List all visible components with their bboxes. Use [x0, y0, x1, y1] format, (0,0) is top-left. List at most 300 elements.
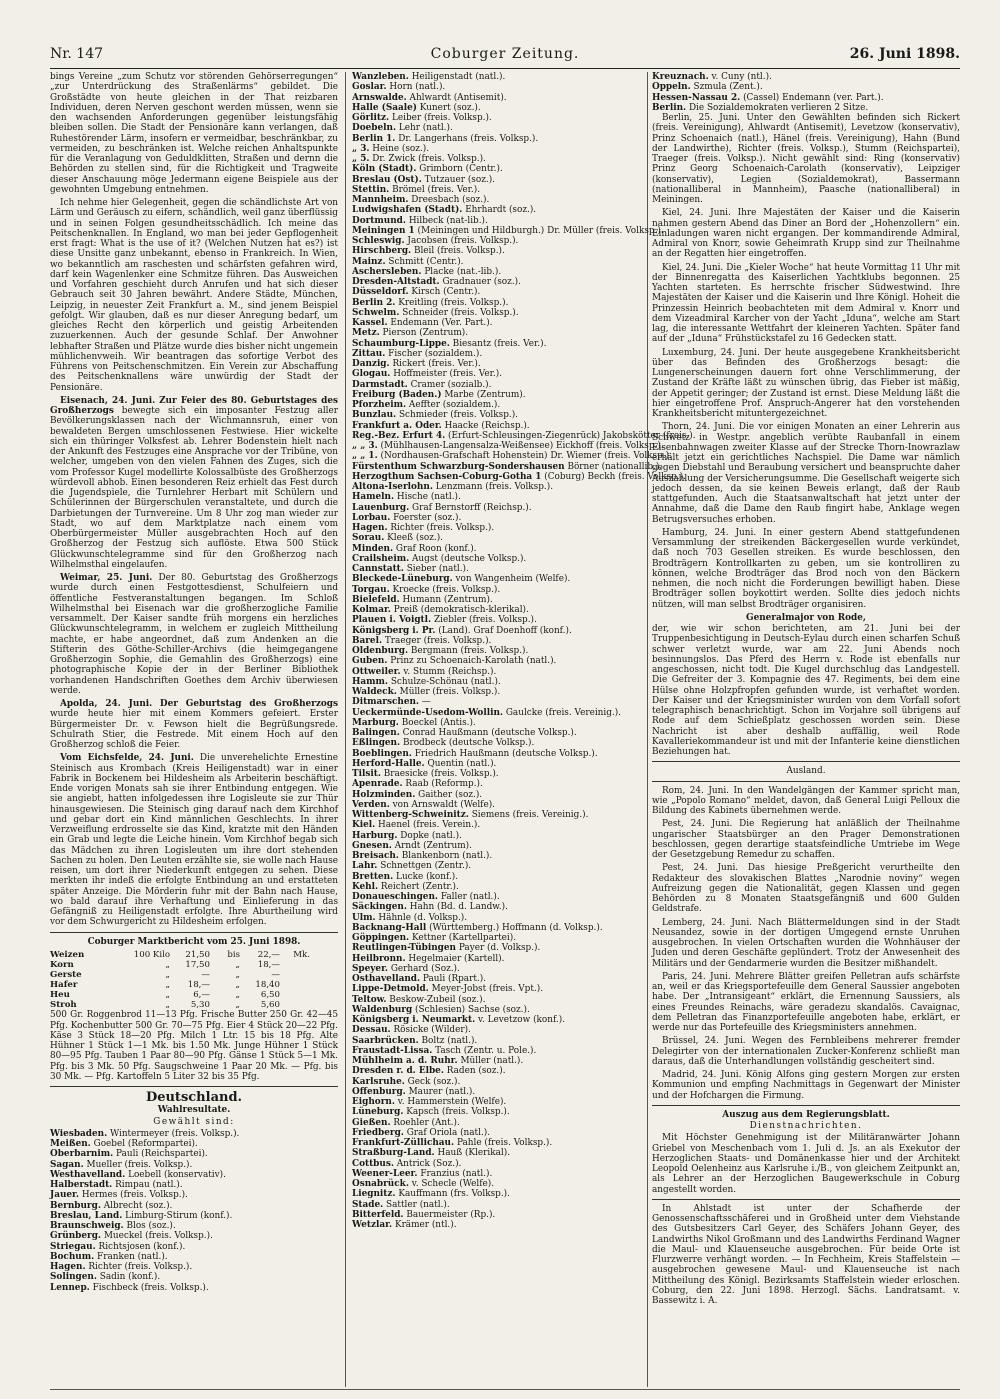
result-row	[352, 677, 642, 687]
constituency: Guben.	[352, 656, 388, 667]
constituency: Düsseldorf.	[352, 287, 409, 298]
page-header	[50, 46, 960, 69]
dateline: Apolda, 24. Juni.	[60, 699, 153, 709]
constituency: Hamm.	[352, 676, 389, 687]
result-row	[352, 554, 642, 564]
result-row	[352, 1087, 642, 1097]
section-title: Auszug aus dem Regierungsblatt.	[722, 1109, 890, 1120]
constituency: Herzogthum Sachsen-Coburg-Gotha 1	[352, 471, 542, 482]
elected-member: Hoffmeister (freis. Ver.).	[393, 369, 503, 380]
elected-member: Hermes (freis. Volksp.).	[81, 1190, 188, 1201]
constituency: Lüneburg.	[352, 1107, 404, 1118]
elected-member: Tutzauer (soz.).	[424, 174, 495, 185]
elected-member: Börner (nationallib.).	[567, 461, 663, 472]
elected-member: Graf Bernstorff (Reichsp.).	[412, 502, 532, 513]
elected-member: Schmieder (freis. Volksp.).	[398, 410, 518, 421]
elected-member: Die Sozialdemokraten verlieren 2 Sitze.	[688, 102, 869, 113]
constituency: Bleckede-Lüneburg.	[352, 574, 453, 585]
result-row	[352, 1107, 642, 1117]
elected-member: Gaulcke (freis. Vereinig.).	[505, 707, 621, 718]
issue-date: 26. Juni 1898.	[849, 46, 960, 62]
constituency: Bochum.	[50, 1251, 95, 1262]
elected-member: Friedrich Haußmann (deutsche Volksp.).	[414, 748, 598, 759]
constituency: Braunschweig.	[50, 1221, 124, 1232]
constituency: Hagen.	[50, 1262, 86, 1273]
constituency: Doebeln.	[352, 123, 397, 134]
headline: Zur Feier des 80. Geburtstages des Großherzogs	[50, 395, 338, 416]
result-row	[352, 585, 642, 595]
elected-member: Pauli (Rpart.).	[422, 974, 487, 984]
constituency: Meiningen 1	[352, 225, 415, 236]
constituency: Crailsheim.	[352, 553, 410, 564]
result-row	[352, 410, 642, 420]
result-row	[352, 1005, 642, 1015]
result-row	[352, 1066, 642, 1076]
result-row	[50, 1272, 338, 1282]
constituency: Offenburg.	[352, 1086, 406, 1097]
elected-member: (Land). Graf Doenhoff (konf.).	[438, 625, 572, 636]
result-row	[352, 1118, 642, 1128]
elected-member: Kunert (soz.).	[419, 102, 481, 113]
constituency: Breslau, Land.	[50, 1210, 123, 1221]
constituency: Ludwigshafen (Stadt).	[352, 205, 463, 216]
result-row	[352, 933, 642, 943]
result-row	[50, 1262, 338, 1272]
result-row	[352, 1077, 642, 1087]
result-row	[352, 1169, 642, 1179]
constituency: Wetzlar.	[352, 1220, 393, 1230]
article-eisenach	[50, 396, 338, 570]
result-row	[352, 471, 686, 482]
constituency: Goslar.	[352, 82, 387, 93]
market-row	[50, 1000, 338, 1010]
headline: Der Geburtstag des Großherzogs	[159, 699, 338, 709]
constituency: Waldeck.	[352, 687, 397, 697]
elected-member: Blankenborn (natl.).	[401, 851, 493, 861]
article-hamburg: Hamburg, 24. Juni. In einer gestern Abend stattgefundenen Versammlung der streikenden Bäckergesellen wurde verkündet, daß noch 703 Gesellen streiken. Es wurde beschlossen, den Brodträgern Kontrollkarten zu geben, um sie kontrolliren zu können, welche Brodträger das Brod noch von den Bäckern nehmen, die noch nicht die Forderungen bewilligt haben. Diese Brodträger sollen boykottirt werden. Sollte dies jedoch nichts nützen, will man selbst Brodträger organisiren.	[652, 527, 960, 610]
result-row	[50, 1139, 338, 1149]
market-row	[50, 980, 338, 990]
elected-member: Bergmann (freis. Volksp.).	[410, 646, 529, 656]
constituency: Dortmund.	[352, 215, 406, 226]
dateline: Eisenach, 24. Juni.	[60, 395, 156, 406]
result-row	[352, 615, 642, 625]
result-row	[352, 267, 642, 277]
article-text: Ich nehme hier Gelegenheit, gegen die schändlichste Art von Lärm und Geräusch zu eifern, schändlich, weil ganz überflüssig und in seinen Folgen gesundheitsschädlich. Ich meine das Peitschenknallen. In England, wo man bei jeder Gepflogenheit erst fragt: What is the use of it? (Welchen Nutzen hat es?) ist diese Unsitte ganz unbekannt, ebenso in Frankreich. In Wien, wo bekanntlich am raschesten und schärfsten gefahren wird, darf kein Wagenlenker eine Schmitze führen. Das Ausweichen und Vorfahren geschieht durch Anrufen und hat sich dieser Gebrauch seit 30 Jahren bewährt. Andere Städte, München, Leipzig, in neuester Zeit Frankfurt a. M., sind jenem Beispiel gefolgt. Wir glauben, daß es nur dieser Anregung bedarf, um gleiches Recht den körperlich und geistig Arbeitenden zuzuerkennen. Auch der gesunde Schlaf. Der Anwohner lebhafter Straßen und Plätze wurde dies bisher nicht ungemein mühlichenvweih. Wir beantragen das sofortige Verbot des Führens von Peitschenschmitzen. Ein Verein zur Abschaffung des Peitschenknallens wäre unwürdig der Stadt der Pensionäre.	[50, 198, 338, 393]
constituency: Liegnitz.	[352, 1189, 396, 1200]
constituency: Berlin 2.	[352, 297, 396, 308]
constituency: Speyer.	[352, 963, 389, 974]
market-cell-a: 17,50	[185, 959, 210, 970]
result-row	[352, 943, 642, 953]
constituency: Ueckermünde-Usedom-Wollin.	[352, 707, 504, 718]
elected-member: (Mühlhausen-Langensalza-Weißensee) Eickhoff (freis. Volksp.).	[380, 441, 664, 451]
elected-member: Fischbeck (freis. Volksp.).	[92, 1282, 209, 1293]
market-cell-unit: „	[165, 990, 170, 1001]
divider	[652, 781, 960, 782]
result-row	[50, 1252, 338, 1262]
result-row	[352, 964, 642, 974]
elected-member: Loebell (konservativ).	[128, 1169, 226, 1180]
result-row	[352, 697, 642, 707]
elected-member: Haacke (Reichsp.).	[444, 420, 530, 431]
constituency: Cottbus.	[352, 1158, 394, 1169]
article-berlin: Berlin, 25. Juni. Unter den Gewählten befinden sich Rickert (freis. Vereinigung), Ahlwardt (Antisemit), Levetzow (konservativ), Prinz Schoenaich (natl.), Hänel (freis. Vereinigung), Hahn (Bund der Landwirthe), Richter (freis. Volksp.), Stumm (Reichspartei), Traeger (freis. Volksp.). Nicht gewählt sind: Ring (konservativ) Prinz Georg Schoenaich-Carolath (konservativ), Leipziger (konservativ), Legien (Sozialdemokrat), Bassermann (nationalliberal in Mannheim), Paasche (nationalliberal) in Meiningen.	[652, 113, 960, 205]
constituency: Friedberg.	[352, 1127, 404, 1138]
elected-member: Szmula (Zent.).	[693, 82, 763, 93]
market-row	[50, 950, 338, 960]
article-apolda	[50, 699, 338, 750]
result-row	[352, 1220, 642, 1230]
elected-member: (Schlesien) Sachse (soz.).	[415, 1004, 530, 1015]
constituency: Grünberg.	[50, 1231, 101, 1242]
dateline: Weimar, 25. Juni.	[60, 573, 153, 583]
constituency: Königsberg i. Pr.	[352, 625, 436, 636]
constituency: Gnesen.	[352, 840, 392, 851]
elected-member: Aeffter (sozialdem.).	[408, 400, 501, 410]
elected-member: Prinz zu Schoenaich-Karolath (natl.).	[390, 656, 557, 667]
elected-member: Pauli (Reichspartei).	[116, 1149, 208, 1160]
result-row	[352, 533, 642, 543]
constituency: Osthavelland.	[352, 974, 421, 984]
result-row	[352, 902, 642, 912]
constituency: Dessau.	[352, 1025, 391, 1036]
column-3	[652, 72, 960, 1387]
article-text: Die unverehelichte Ernestine Steinisch aus Krombach (Kreis Heiligenstadt) war in einer Fabrik in Bockenem bei Hildesheim als Arbeiterin beschäftigt. Ende vorigen Monats sah sie ihrer Entbindung entgegen. Wie sie angiebt, hatten infolgedessen ihre Logisleute sie zur Thür hinausgewiesen. Die Steinisch ging darauf nach dem Kirchhof und gebar dort ein Kind männlichen Geschlechts. In ihrer Verzweiflung erdrosselte sie das Kind, kratzte mit den Händen ein Grab und legte die Leiche hinein. Vom Kirchhof begab sich das Mädchen zu ihren Logisleuten um ihre dort stehenden Sachen zu holen. Den Leuten erzählte sie, sie wolle nach Hause reisen, um dort ihrer Niederkunft entgegen zu sehen. Diese merkten ihr indeß die erfolgte Entbindung an und erstatteten später Anzeige. Die Mörderin fuhr mit der Bahn nach Hause, wo bald darauf ihre Verhaftung und Einlieferung in das Gefängniß zu Heiligenstadt erfolgte. Ihre Aburtheilung wird vor dem Schwurgericht zu Hildesheim erfolgen.	[50, 753, 338, 928]
article-madrid: Madrid, 24. Juni. König Alfons ging gestern Morgen zur ersten Kommunion und empfing Nachmittags in Gegenwart der Minister und der Hofchargen die Firmung.	[652, 1070, 960, 1101]
result-row	[352, 93, 642, 103]
article-pest: Pest, 24. Juni. Die Regierung hat anläßlich der Theilnahme ungarischer Staatsbürger an den Prager Demonstrationen beschlossen, gegen derartige staatsfeindliche Umtriebe im Wege der Gesetzgebung Remedur zu schaffen.	[652, 819, 960, 860]
constituency: Bretten.	[352, 871, 394, 882]
constituency: Balingen.	[352, 728, 400, 738]
result-row	[352, 605, 642, 615]
elected-member: Ahlwardt (Antisemit).	[409, 92, 507, 103]
constituency: Freiburg (Baden.)	[352, 389, 442, 400]
elected-member: Biesantz (freis. Ver.).	[452, 338, 547, 349]
result-row	[352, 564, 642, 574]
elected-member: Rösicke (Wilder).	[393, 1025, 471, 1036]
result-row	[352, 380, 642, 390]
result-row	[50, 1190, 338, 1200]
constituency: Pforzheim.	[352, 400, 407, 410]
result-row	[352, 103, 642, 113]
elected-member: Schneider (freis. Volksp.).	[402, 307, 519, 318]
result-row	[352, 1015, 642, 1025]
market-cell-a: —	[201, 969, 210, 980]
result-row	[352, 1128, 642, 1138]
market-row	[50, 960, 338, 970]
elected-member: Conrad Haußmann (deutsche Volksp.).	[402, 728, 577, 738]
constituency: Solingen.	[50, 1272, 97, 1283]
elected-member: Ziebler (freis. Volksp.).	[433, 615, 537, 626]
constituency: Arnswalde.	[352, 92, 407, 103]
elected-member: Hilbeck (nat-lib.).	[408, 215, 488, 226]
notice-text: Mit Höchster Genehmigung ist der Militäranwärter Johann Griebel von Meschenbach vom 1. Juli d. Js. an als Exekutor der Herzoglichen Staats- und Domänenkasse hier und der Architekt Leopold Oelenheinz aus Karlsruhe i./B., von gleichem Zeitpunkt an, als Lehrer an der Herzoglichen Baugewerkschule in Coburg angestellt worden.	[652, 1133, 960, 1195]
elected-member: Meyer-Jobst (freis. Vpt.).	[431, 984, 544, 995]
result-row	[352, 1056, 642, 1066]
result-row	[352, 513, 642, 523]
market-cell-c: 18,—	[257, 959, 280, 970]
elected-member: v. Hammerstein (Welfe).	[397, 1097, 507, 1107]
constituency: Minden.	[352, 543, 394, 554]
elected-member: Traeger (freis. Volksp.).	[384, 635, 492, 646]
constituency: Fürstenthum Schwarzburg-Sondershausen	[352, 461, 565, 472]
elected-member: v. Levetzow (konf.).	[478, 1015, 566, 1025]
market-cell-d	[280, 1000, 310, 1010]
elected-member: Horn (natl.).	[389, 82, 446, 93]
section-title: Ausland.	[786, 766, 826, 777]
divider	[50, 1086, 338, 1087]
constituency: Hessen-Nassau 2.	[652, 92, 741, 103]
elected-member: Braesicke (freis. Volksp.).	[383, 769, 499, 779]
constituency: „ 5.	[352, 154, 370, 164]
subsection-title: Dienstnachrichten.	[749, 1121, 863, 1131]
result-row	[352, 759, 642, 769]
result-row	[352, 451, 672, 462]
issue-number: Nr. 147	[50, 46, 104, 62]
elected-member: Kettner (Kartellpartei).	[411, 933, 517, 943]
section-title: Deutschland.	[145, 1090, 243, 1106]
market-cell-item: Korn	[50, 959, 74, 970]
market-cell-c: 18,40	[255, 980, 280, 991]
result-row	[352, 154, 642, 164]
market-cell-unit: „	[165, 1000, 170, 1011]
constituency: Oberbarnim.	[50, 1149, 114, 1160]
divider	[652, 1199, 960, 1200]
constituency: Halle (Saale)	[352, 102, 417, 113]
constituency: Herford-Halle.	[352, 758, 425, 769]
elected-member: Lehr (natl.).	[398, 123, 453, 134]
elected-member: Kleeß (soz.).	[387, 533, 444, 544]
constituency: Eßlingen.	[352, 738, 401, 749]
constituency: Stade.	[352, 1199, 384, 1210]
result-row	[352, 574, 642, 584]
column-rule	[345, 72, 346, 1387]
constituency: Bitterfeld.	[352, 1209, 404, 1220]
result-row	[352, 134, 642, 144]
elected-member: Franken (natl.).	[97, 1251, 168, 1262]
result-row	[352, 492, 642, 502]
elected-member: Kreitling (freis. Volksp.).	[398, 297, 509, 308]
elected-member: (Cassel) Endemann (ver. Part.).	[743, 92, 884, 103]
result-row	[50, 1129, 338, 1139]
result-row	[352, 800, 642, 810]
constituency: Teltow.	[352, 994, 387, 1005]
elected-member: Hische (natl.).	[396, 492, 461, 503]
article-lemberg: Lemberg, 24. Juni. Nach Blättermeldungen sind in der Stadt Neusandez, sowie in der dortigen Umgegend ernste Unruhen ausgebrochen. In vielen Ortschaften wurden die Wohnhäuser der Juden und deren Geschäfte geplündert. Trotz der Anwesenheit des Militärs und der Gendarmerie wurden die Besitzer mißhandelt.	[652, 917, 960, 969]
constituency: Berlin.	[652, 102, 687, 113]
article-weimar	[50, 573, 338, 696]
market-cell-b: „	[235, 980, 240, 991]
result-row	[352, 328, 642, 338]
constituency: Donaueschingen.	[352, 892, 438, 902]
elected-member: Mueckel (freis. Volksp.).	[103, 1231, 213, 1242]
constituency: Hagen.	[352, 523, 388, 533]
column-rule	[647, 72, 648, 1387]
result-row	[352, 123, 642, 133]
constituency: Lahr.	[352, 861, 378, 872]
result-row	[352, 790, 642, 800]
article-generalmajor: der, wie wir schon berichteten, am 21. Juni bei der Truppenbesichtigung in Deutsch-Eylau durch einen scharfen Schuß schwer verletzt wurde, war am 22. Juni Abends noch besinnungslos. Das Pferd des Herrn v. Rode ist ebenfalls nur angeschossen, nicht todt. Die Kugel durchschlug das Landgestell. Die Gefreiter der 3. Kompagnie des 47. Regiments, bei dem eine Hülse ohne Holzpfropfen gefunden wurde, ist verhaftet worden. Der Kaiser und der Kriegsminister wurden von dem Vorfall sofort telegraphisch benachrichtigt. Schon im Vorjahre soll übrigens auf Rode auf dem Schießplatz geschossen worden sein. Diese Nachricht ist aber deshalb auffällig, weil Rode Kavalleriekommandeur ist und mit der Infanterie keine dienstlichen Beziehungen hat.	[652, 624, 960, 757]
market-table	[50, 950, 338, 1011]
result-row	[50, 1170, 338, 1180]
result-row	[352, 175, 642, 185]
result-row	[352, 298, 642, 308]
result-row	[352, 1138, 642, 1148]
constituency: Kassel.	[352, 318, 388, 328]
elected-member: Richter (freis. Volksp.).	[390, 523, 495, 533]
result-row	[352, 872, 642, 882]
elected-member: Heiligenstadt (natl.).	[411, 72, 506, 82]
market-cell-b: „	[235, 1000, 240, 1011]
elected-member: Bauermeister (Rp.).	[406, 1209, 496, 1220]
constituency: Sorau.	[352, 533, 385, 544]
result-row	[352, 164, 642, 174]
elected-member: (Meiningen und Hildburgh.) Dr. Müller (freis. Volksp.).	[417, 225, 664, 236]
constituency: „ 3.	[352, 143, 370, 154]
result-row	[352, 430, 696, 441]
article-kiel: Kiel, 24. Juni. Ihre Majestäten der Kaiser und die Kaiserin nahmen gestern Abend das Diner an Bord der „Hohenzollern“ ein. Einladungen waren nicht ergangen. Der kommandirende Admiral, Admiral von Knorr, sowie Geheimrath Krupp sind zur Theilnahme an der Regatten hier eingetroffen.	[652, 208, 960, 260]
constituency: Säckingen.	[352, 902, 407, 913]
market-cell-a: 18,—	[187, 980, 210, 991]
constituency: Ditmarschen.	[352, 697, 420, 708]
result-row	[50, 1201, 338, 1211]
constituency: Lippe-Detmold.	[352, 984, 429, 995]
constituency: Stettin.	[352, 184, 390, 195]
elected-member: Sadin (konf.).	[99, 1272, 161, 1283]
article-thorn: Thorn, 24. Juni. Die vor einigen Monaten an einer Lehrerin aus Schwetz in Westpr. angeblich verübte Raubanfall in einem Eisenbahnwagen zweiter Klasse auf der Strecke Thorn-Inowrazlaw erhält jetzt ein gerichtliches Nachspiel. Die Dame war nämlich gegen Diebstahl und Beraubung versichert und beanspruchte daher Auszahlung der Versicherungsumme. Die Gesellschaft weigerte sich jedoch dessen, da sie keinen Beweis erlangt, daß der Raub stattgefunden. Auch die Staatsanwaltschaft hat jetzt unter der Annahme, daß die Dame den Raub fingirt habe, Anklage wegen Betrugsversuches erhoben.	[652, 422, 960, 525]
result-row	[352, 749, 642, 759]
market-cell-item: Hafer	[50, 980, 78, 991]
article-text: Der 80. Geburtstag des Großherzogs wurde durch einen Festgottesdienst, Schulfeiern und öffentliche Festveranstaltungen begangen. Im Schloß Wilhelmsthal bei Eisenach war die großherzogliche Familie versammelt. Der Kaiser sandte früh morgens ein herzliches Glückwunschtelegramm, in welchem er zugleich Mittheilung machte, er habe angeordnet, daß zum Andenken an die Stifterin des Göthe-Schiller-Archivs (die heimgegangene Großherzogin Sophie, die Gemahlin des Großherzogs) eine photographische Kopie der in der Berliner Bibliothek vorhandenen Handschriften Goethes dem Archiv überwiesen werde.	[50, 573, 338, 696]
elected-member: Kroecke (freis. Volksp.).	[392, 584, 501, 595]
elected-member: Siemens (freis. Vereinig.).	[471, 810, 589, 820]
result-row	[50, 1242, 338, 1252]
elected-member: (Nordhausen-Grafschaft Hohenstein) Dr. Wiemer (freis. Volksp.).	[380, 451, 672, 462]
elected-member: Schnettgen (Zentr.).	[380, 861, 472, 872]
elected-member: Rimpau (natl.).	[115, 1180, 183, 1191]
result-row	[352, 1025, 642, 1035]
result-row	[352, 595, 642, 605]
result-row	[352, 349, 642, 359]
result-row	[352, 308, 642, 318]
market-cell-c: 22,—	[257, 949, 280, 960]
constituency: Reutlingen-Tübingen	[352, 943, 456, 954]
elected-member: Faller (natl.).	[440, 892, 500, 902]
result-row	[352, 82, 642, 92]
constituency: Verden.	[352, 799, 390, 810]
elected-member: Foerster (soz.).	[393, 512, 462, 523]
elected-member: Preiß (demokratisch-klerikal).	[393, 605, 529, 615]
elected-member: Albrecht (soz.).	[103, 1200, 173, 1211]
constituency: Oldenburg.	[352, 646, 409, 656]
result-row	[352, 1046, 642, 1056]
result-row	[352, 287, 642, 297]
article-kiel: Kiel, 24. Juni. Die „Kieler Woche“ hat heute Vormittag 11 Uhr mit der Binnenregatta des Kaiserlichen Yachtklubs begonnen. 25 Yachten starteten. Es herrschte frischer Südwestwind. Ihre Majestäten der Kaiser und die Kaiserin und Ihre Königl. Hoheit die Prinzessin Heinrich beobachteten mit dem Admiral v. Knorr und dem Vizeadmiral Karcher von der Yacht „Iduna“, welche am Start lag, die interessante Wettfahrt der kleineren Yachten. Später fand auf der „Iduna“ Frühstückstafel zu 16 Gedecken statt.	[652, 262, 960, 345]
result-row	[352, 225, 664, 236]
elected-member: Cramer (sozialb.).	[410, 379, 492, 390]
result-row	[352, 892, 642, 902]
market-cell-unit: „	[165, 980, 170, 991]
elected-member: Goebel (Reformpartei).	[93, 1139, 198, 1150]
result-row	[50, 1283, 338, 1293]
result-row	[352, 974, 642, 984]
elected-member: v. Cuny (ntl.).	[711, 72, 772, 82]
subsection-title: Wahlresultate.	[157, 1105, 231, 1116]
constituency: Barel.	[352, 635, 383, 646]
constituency: Oppeln.	[652, 82, 691, 93]
constituency: Jauer.	[50, 1190, 79, 1201]
market-cell-b: „	[235, 990, 240, 1001]
market-cell-d	[280, 960, 310, 970]
market-cell-d	[280, 990, 310, 1000]
divider	[652, 761, 960, 762]
elected-member: Jacobsen (freis. Volksp.).	[407, 236, 519, 246]
constituency: Ulm.	[352, 912, 376, 923]
constituency: Mainz.	[352, 256, 386, 267]
market-row	[50, 970, 338, 980]
elected-member: Augst (deutsche Volksp.).	[412, 553, 527, 564]
result-row	[352, 626, 642, 636]
constituency: Sagan.	[50, 1159, 84, 1170]
column-1	[50, 72, 338, 1387]
constituency: Bunzlau.	[352, 410, 397, 421]
elected-member: Ehrhardt (soz.).	[465, 205, 537, 216]
result-row	[352, 667, 642, 677]
market-cell-item: Stroh	[50, 1000, 77, 1011]
constituency: Torgau.	[352, 584, 390, 595]
result-row	[352, 1148, 642, 1158]
constituency: Harburg.	[352, 830, 398, 841]
result-row	[352, 1159, 642, 1169]
result-row	[50, 1211, 338, 1221]
subsection-subtitle: Gewählt sind:	[153, 1116, 235, 1127]
market-cell-unit: 100 Kilo	[133, 949, 170, 960]
market-cell-unit: „	[165, 969, 170, 980]
notice-text: In Ahlstadt ist unter der Schafherde der Genossenschaftsschäferei und in Großheid unter dem Viehstande des Gutsbesitzers Carl Geyer, des Schäfers Johann Geyer, des Landwirths Nikol Großmann und des Landwirths Ferdinand Wagner die Maul- und Klauenseuche ausgebrochen. Für beide Orte ist Flurzwerre verhängt worden. — In Fechheim, Kreis Staffelstein — ausgebrochen gewesene Maul- und Klauenseuche ist nach Mittheilung des Königl. Bezirksamts Staffelstein wieder erloschen. Coburg, den 22. Juni 1898. Herzogl. Sächs. Landratsamt. v. Bassewitz i. A.	[652, 1203, 960, 1306]
constituency: Schleswig.	[352, 236, 405, 246]
result-row	[352, 646, 642, 656]
elected-member: Quentin (natl.).	[427, 758, 497, 769]
constituency: Hameln.	[352, 492, 395, 503]
result-row	[352, 984, 642, 994]
constituency: Apenrade.	[352, 779, 403, 790]
result-row	[352, 810, 642, 820]
result-row	[352, 216, 642, 226]
result-row	[352, 113, 642, 123]
result-row	[352, 1210, 642, 1220]
elected-member: Marbe (Zentrum).	[444, 389, 526, 400]
result-row	[50, 1180, 338, 1190]
elected-member: Arndt (Zentrum).	[394, 840, 472, 851]
result-row	[352, 544, 642, 554]
market-cell-item: Gerste	[50, 969, 82, 980]
article-eichsfeld	[50, 753, 338, 927]
elected-member: (Württemberg.) Hoffmann (d. Volksp.).	[429, 922, 603, 933]
constituency: Karlsruhe.	[352, 1076, 405, 1087]
constituency: Breisach.	[352, 851, 399, 861]
article-text: wurde heute hier mit einem Kommers gefeiert. Erster Bürgermeister Dr. v. Fewson hielt die Begrüßungsrede. Schulrath Stier, die Festrede. Mit einem Hoch auf den Großherzog schloß die Feier.	[50, 709, 338, 750]
constituency: Westhavelland.	[50, 1169, 126, 1180]
elected-member: Mueller (freis. Volksp.).	[86, 1159, 193, 1170]
result-row	[352, 482, 642, 492]
elected-member: Blos (soz.).	[126, 1221, 176, 1232]
result-row	[352, 861, 642, 871]
constituency: Kehl.	[352, 881, 379, 892]
result-row	[652, 72, 960, 82]
result-row	[352, 185, 642, 195]
elected-member: (Erfurt-Schleusingen-Ziegenrück) Jakobskötter (freis.).	[448, 430, 696, 441]
